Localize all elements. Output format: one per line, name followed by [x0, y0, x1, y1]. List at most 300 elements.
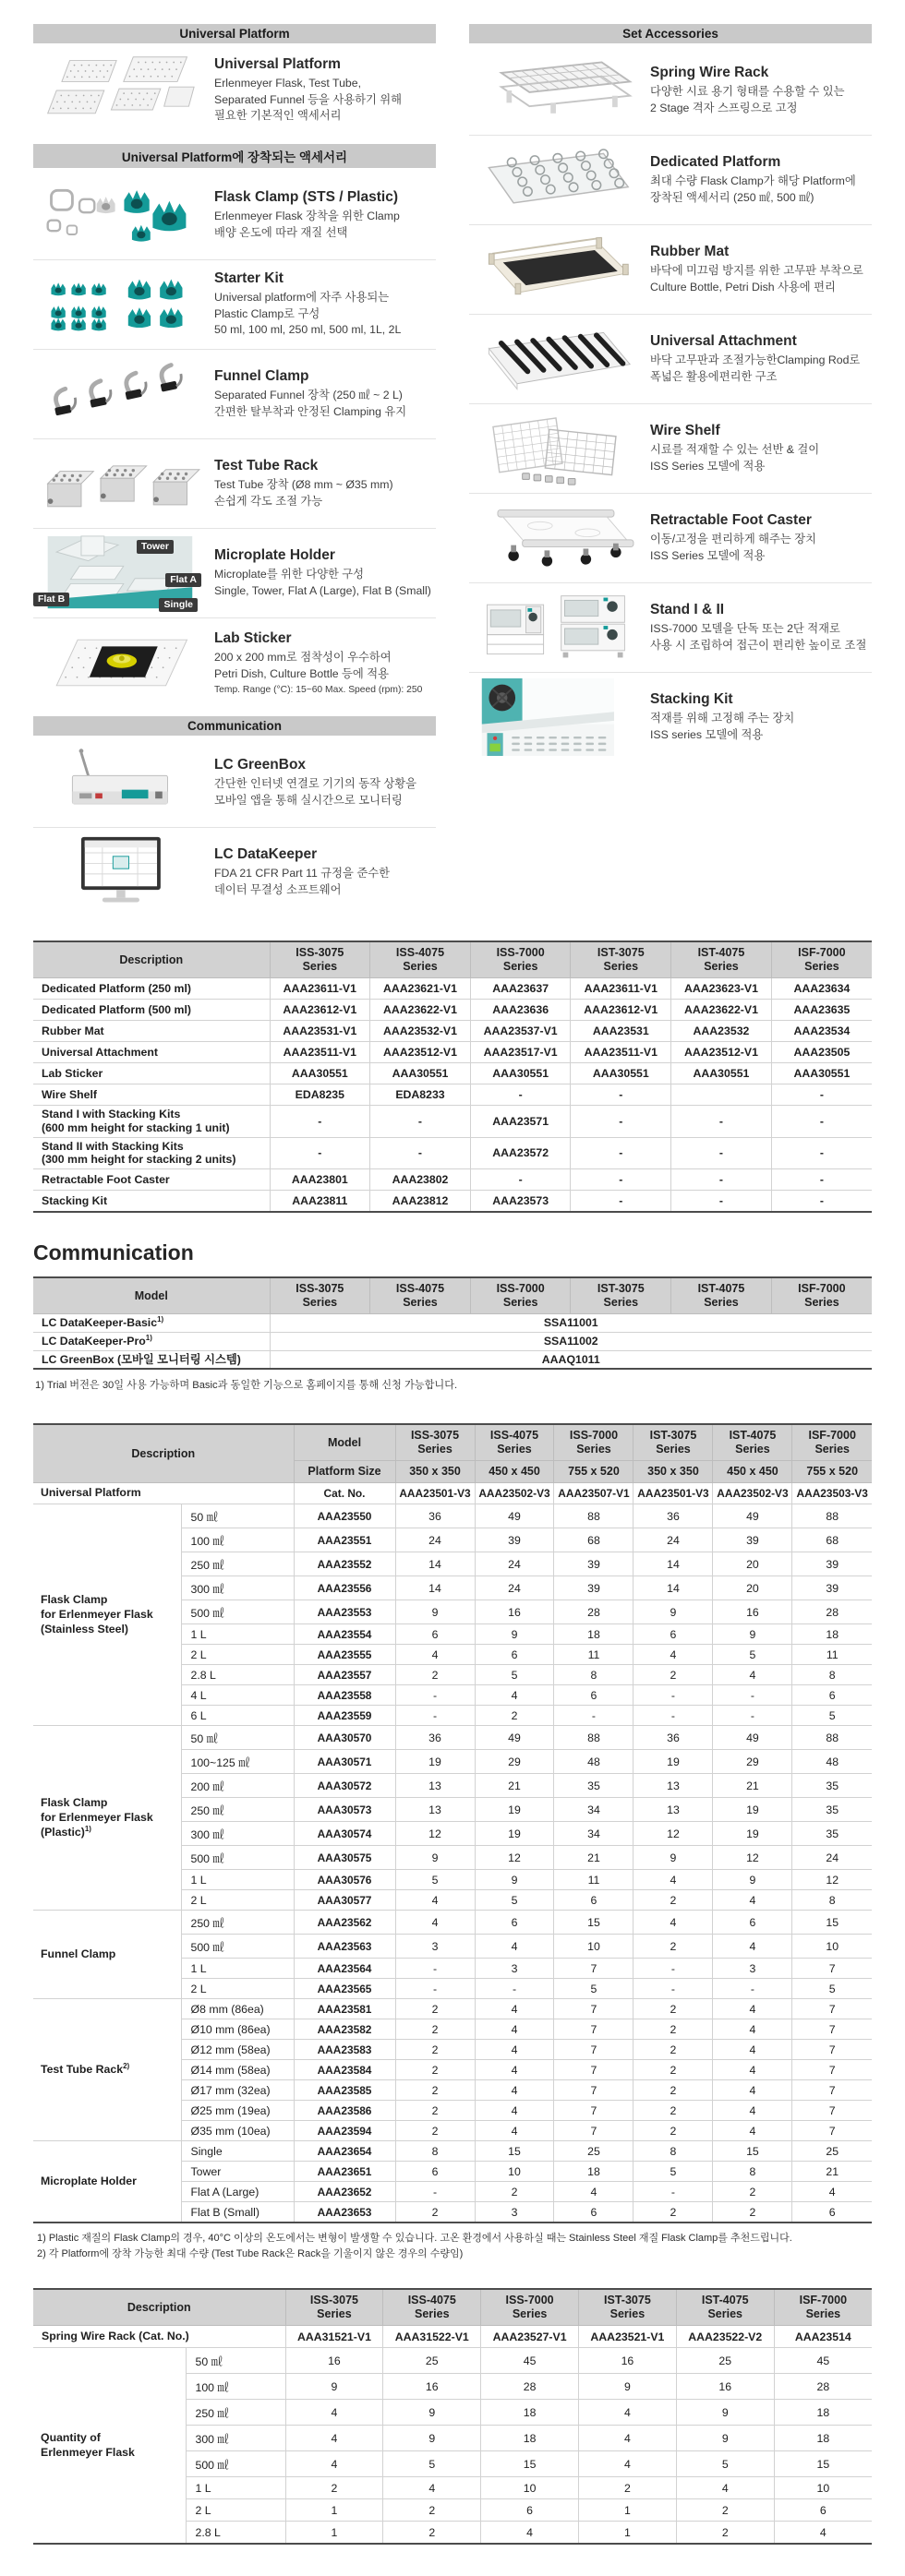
item-description-line: 배양 온도에 따라 재질 선택 — [214, 225, 348, 239]
qty-cell: 25 — [554, 2141, 634, 2162]
test-tube-rack-icon — [33, 445, 205, 522]
series-header: ISS-3075 Series — [285, 2289, 383, 2326]
item-description-line: 모바일 앱을 통해 실시간으로 모니터링 — [214, 793, 403, 807]
qty-cell: 6 — [774, 2499, 872, 2522]
series-header: IST-4075 Series — [671, 941, 772, 978]
datakeeper-icon — [33, 833, 205, 911]
qty-cell: 88 — [554, 1726, 634, 1750]
accessory-item — [33, 528, 436, 617]
qty-cell: 25 — [792, 2141, 872, 2162]
qty-cell: 9 — [676, 2426, 774, 2451]
qty-cell: 34 — [554, 1798, 634, 1822]
cat-no-cell: AAA23637 — [470, 978, 571, 1000]
item-description-line: 2 Stage 격자 스프링으로 고정 — [650, 101, 798, 114]
qty-cell: 68 — [554, 1528, 634, 1552]
series-header: IST-3075 Series — [571, 941, 671, 978]
group-label-text: Funnel Clamp — [41, 1947, 116, 1960]
qty-cell: 3 — [395, 1935, 475, 1959]
footnote-2: 2) 각 Platform에 장착 가능한 최대 수량 (Test Tube Rack은 Rack을 기울이지 않은 경우의 수량임) — [37, 2248, 464, 2260]
qty-cell: 13 — [634, 1798, 713, 1822]
row-label: Dedicated Platform (250 ml) — [33, 978, 270, 1000]
qty-cell: 2 — [634, 2080, 713, 2101]
qty-cell: 5 — [634, 2162, 713, 2182]
universal-platform-icon — [33, 52, 205, 129]
cat-no-cell: AAA23553 — [294, 1600, 395, 1624]
qty-cell: 7 — [554, 1999, 634, 2019]
item-title: Spring Wire Rack — [650, 64, 769, 80]
qty-cell: 24 — [792, 1846, 872, 1870]
qty-cell: 18 — [481, 2400, 579, 2426]
series-header: ISS-3075 Series — [395, 1424, 475, 1461]
qty-cell: 4 — [475, 1999, 554, 2019]
qty-cell: 2 — [634, 1665, 713, 1685]
item-description-line: 최대 수량 Flask Clamp가 해당 Platform에 — [650, 174, 856, 187]
item-info — [641, 154, 872, 207]
qty-cell: 7 — [554, 2060, 634, 2080]
table-row — [33, 2348, 872, 2374]
cat-no-cell: AAA23811 — [270, 1191, 370, 1213]
qty-cell: 88 — [792, 1504, 872, 1528]
qty-cell: 19 — [713, 1798, 792, 1822]
qty-cell: 35 — [792, 1798, 872, 1822]
funnel-clamp-icon — [33, 355, 205, 433]
qty-cell: 4 — [713, 1999, 792, 2019]
series-header: ISF-7000 Series — [774, 2289, 872, 2326]
platform-size-cell: 755 x 520 — [554, 1461, 634, 1483]
item-description-line: Separated Funnel 등을 사용하기 위해 — [214, 92, 403, 106]
series-header: IST-3075 Series — [571, 1277, 671, 1314]
qty-cell: 14 — [395, 1576, 475, 1600]
cat-no-cell: AAA23612-V1 — [270, 1000, 370, 1021]
item-description-line: Test Tube 장착 (Ø8 mm ~ Ø35 mm) — [214, 477, 393, 491]
size-label: 250 ㎖ — [181, 1911, 294, 1935]
qty-cell: 9 — [713, 1624, 792, 1645]
cat-no-cell: - — [470, 1084, 571, 1106]
item-description-line: 50 ml, 100 ml, 250 ml, 500 ml, 1L, 2L — [214, 323, 402, 337]
size-label: 2.8 L — [181, 1665, 294, 1685]
table-row — [33, 1314, 872, 1333]
qty-cell: 88 — [554, 1504, 634, 1528]
cat-no-cell: - — [571, 1106, 671, 1138]
cat-no-cell: AAA30551 — [571, 1063, 671, 1084]
qty-cell: 25 — [383, 2348, 481, 2374]
qty-cell: 48 — [554, 1750, 634, 1774]
series-header: ISS-3075 Series — [270, 1277, 370, 1314]
item-info — [205, 270, 436, 339]
size-label: 500 ㎖ — [181, 1846, 294, 1870]
model-header: Model — [294, 1424, 395, 1461]
qty-cell: 35 — [792, 1774, 872, 1798]
qty-cell: 28 — [554, 1600, 634, 1624]
cat-no-cell: AAA23582 — [294, 2019, 395, 2040]
item-title: Test Tube Rack — [214, 457, 319, 473]
qty-cell: 8 — [634, 2141, 713, 2162]
item-description-line: 장착된 액세서리 (250 ㎖, 500 ㎖) — [650, 190, 814, 204]
item-description-line: Microplate를 위한 다양한 구성 — [214, 567, 365, 581]
item-description-line: Erlenmeyer Flask, Test Tube, — [214, 76, 362, 90]
platform-size-cell: 755 x 520 — [792, 1461, 872, 1483]
cat-no-cell: AAA23554 — [294, 1624, 395, 1645]
qty-cell: 11 — [792, 1645, 872, 1665]
qty-cell: 34 — [554, 1822, 634, 1846]
item-info — [641, 691, 872, 744]
qty-cell: 2 — [634, 2121, 713, 2141]
qty-cell: 15 — [481, 2451, 579, 2477]
model-header: Model — [33, 1277, 270, 1314]
qty-cell: 10 — [481, 2477, 579, 2499]
qty-cell: 9 — [475, 1870, 554, 1890]
cat-no-cell: AAA23531-V1 — [270, 1021, 370, 1042]
qty-cell: 2 — [713, 2182, 792, 2202]
cat-no-cell: AAA23565 — [294, 1979, 395, 1999]
qty-cell: - — [713, 1979, 792, 1999]
qty-cell: 15 — [475, 2141, 554, 2162]
size-label: 1 L — [181, 1624, 294, 1645]
table-row — [33, 1424, 872, 1461]
cat-no-cell: AAA23522-V2 — [676, 2326, 774, 2348]
qty-cell: 7 — [792, 2101, 872, 2121]
qty-cell: - — [395, 1706, 475, 1726]
item-description-line: ISS Series 모델에 적용 — [650, 459, 766, 473]
table-row — [33, 1137, 872, 1169]
qty-cell: 4 — [713, 2121, 792, 2141]
item-description-line: 바닥에 미끄럼 방지를 위한 고무판 부착으로 — [650, 263, 863, 277]
size-label: Ø14 mm (58ea) — [181, 2060, 294, 2080]
qty-cell: 18 — [554, 1624, 634, 1645]
qty-cell: 2 — [383, 2499, 481, 2522]
item-description-line: 폭넓은 활용에편리한 구조 — [650, 369, 778, 383]
item-description-line: Separated Funnel 장착 (250 ㎖ ~ 2 L) — [214, 388, 403, 401]
qty-cell: 6 — [792, 1685, 872, 1706]
qty-cell: 4 — [395, 1911, 475, 1935]
size-label: 50 ㎖ — [181, 1726, 294, 1750]
table-row — [33, 1084, 872, 1106]
size-label: 100~125 ㎖ — [181, 1750, 294, 1774]
qty-cell: 6 — [634, 1624, 713, 1645]
series-header: ISS-4075 Series — [370, 1277, 471, 1314]
qty-cell: 4 — [634, 1645, 713, 1665]
size-label: 250 ㎖ — [181, 1552, 294, 1576]
qty-cell: - — [475, 1979, 554, 1999]
qty-cell: 2 — [395, 2202, 475, 2223]
qty-cell: 21 — [713, 1774, 792, 1798]
qty-cell: 7 — [792, 2080, 872, 2101]
qty-cell: 1 — [285, 2499, 383, 2522]
qty-cell: 4 — [475, 2080, 554, 2101]
section-header-bar: Universal Platform에 장착되는 액세서리 — [33, 144, 436, 168]
qty-cell: 18 — [481, 2426, 579, 2451]
table-row — [33, 2289, 872, 2326]
item-description-line: ISS-7000 모델을 단독 또는 2단 적재로 — [650, 621, 840, 635]
qty-cell: - — [395, 1979, 475, 1999]
qty-cell: 11 — [554, 1870, 634, 1890]
qty-cell: 15 — [713, 2141, 792, 2162]
qty-cell: 24 — [475, 1552, 554, 1576]
size-label: 300 ㎖ — [181, 1822, 294, 1846]
cat-no-cell: AAA23611-V1 — [571, 978, 671, 1000]
platform-size-cell: 450 x 450 — [713, 1461, 792, 1483]
item-info — [205, 757, 436, 809]
cat-no-cell: AAA23622-V1 — [671, 1000, 772, 1021]
qty-cell: 6 — [554, 2202, 634, 2223]
size-label: Ø8 mm (86ea) — [181, 1999, 294, 2019]
qty-cell: 3 — [475, 1959, 554, 1979]
size-label: 250 ㎖ — [181, 1798, 294, 1822]
item-description-line: 간단한 인터넷 연결로 기기의 동작 상황을 — [214, 776, 417, 790]
cat-no-cell: AAA23503-V3 — [792, 1483, 872, 1504]
communication-heading: Communication — [33, 1240, 194, 1264]
series-header: ISF-7000 Series — [792, 1424, 872, 1461]
series-header: IST-4075 Series — [671, 1277, 772, 1314]
qty-cell: 9 — [676, 2400, 774, 2426]
cat-no-cell: - — [671, 1169, 772, 1191]
qty-cell: 2 — [634, 2019, 713, 2040]
qty-cell: 19 — [475, 1822, 554, 1846]
qty-cell: 2 — [634, 1890, 713, 1911]
qty-cell: 49 — [713, 1726, 792, 1750]
item-description-line: ISS series 모델에 적용 — [650, 727, 764, 741]
item-title: Universal Platform — [214, 55, 341, 72]
item-description-line: ISS Series 모델에 적용 — [650, 548, 766, 562]
model-label: LC DataKeeper-Basic — [42, 1316, 158, 1329]
qty-cell: 16 — [475, 1600, 554, 1624]
item-note: Temp. Range (°C): 15~60 Max. Speed (rpm): 250 — [214, 684, 423, 695]
qty-cell: 2 — [395, 2040, 475, 2060]
group-label-text: Microplate Holder — [41, 2174, 137, 2187]
cat-no-cell: AAA23635 — [771, 1000, 872, 1021]
size-label: 1 L — [186, 2477, 285, 2499]
table-row — [33, 1021, 872, 1042]
accessory-item — [33, 46, 436, 135]
qty-cell: 5 — [676, 2451, 774, 2477]
qty-cell: 7 — [554, 2040, 634, 2060]
cat-no-cell: AAA23654 — [294, 2141, 395, 2162]
item-info — [205, 547, 436, 600]
qty-cell: 8 — [554, 1665, 634, 1685]
qty-cell: 49 — [475, 1726, 554, 1750]
qty-cell: 15 — [792, 1911, 872, 1935]
qty-cell: 9 — [383, 2426, 481, 2451]
qty-cell: 24 — [634, 1528, 713, 1552]
item-title: LC DataKeeper — [214, 845, 318, 862]
qty-cell: 39 — [554, 1576, 634, 1600]
accessory-item — [469, 46, 872, 135]
size-label: Ø17 mm (32ea) — [181, 2080, 294, 2101]
qty-cell: - — [634, 1706, 713, 1726]
size-label: 4 L — [181, 1685, 294, 1706]
accessory-item — [33, 171, 436, 259]
cat-no-cell: AAA23559 — [294, 1706, 395, 1726]
cat-no-cell: - — [571, 1137, 671, 1169]
qty-cell: 4 — [475, 2121, 554, 2141]
group-label-text: Flask Clamp for Erlenmeyer Flask (Stainless Steel) — [41, 1592, 153, 1635]
series-header: ISF-7000 Series — [771, 1277, 872, 1314]
cat-no-cell: AAA30575 — [294, 1846, 395, 1870]
qty-cell: 68 — [792, 1528, 872, 1552]
series-header: ISS-4075 Series — [383, 2289, 481, 2326]
greenbox-icon — [33, 744, 205, 821]
size-label: Flat A (Large) — [181, 2182, 294, 2202]
qty-cell: 49 — [475, 1504, 554, 1528]
qty-cell: 29 — [475, 1750, 554, 1774]
qty-cell: 2 — [383, 2522, 481, 2545]
qty-cell: 13 — [395, 1774, 475, 1798]
qty-cell: 45 — [481, 2348, 579, 2374]
cat-no-cell: AAA23531 — [571, 1021, 671, 1042]
qty-cell: 21 — [475, 1774, 554, 1798]
qty-cell: - — [713, 1706, 792, 1726]
size-label: 200 ㎖ — [181, 1774, 294, 1798]
item-title: Rubber Mat — [650, 243, 730, 259]
group-label — [33, 2141, 181, 2223]
accessory-item — [33, 827, 436, 917]
table-row — [33, 1999, 872, 2019]
group-label: Quantity of Erlenmeyer Flask — [33, 2348, 186, 2545]
qty-cell: 7 — [554, 2019, 634, 2040]
cat-no-cell: - — [771, 1106, 872, 1138]
cat-no-cell: AAA23512-V1 — [370, 1042, 471, 1063]
qty-cell: 7 — [554, 2080, 634, 2101]
item-description-line: 바닥 고무판과 조절가능한Clamping Rod로 — [650, 353, 861, 366]
item-title: Lab Sticker — [214, 630, 292, 647]
section-header-bar: Set Accessories — [469, 24, 872, 43]
qty-cell: 36 — [395, 1504, 475, 1528]
cat-no-cell: AAA23572 — [470, 1137, 571, 1169]
stacking-kit-icon — [469, 678, 641, 756]
qty-cell: 36 — [634, 1726, 713, 1750]
qty-cell: 19 — [395, 1750, 475, 1774]
qty-cell: 3 — [713, 1959, 792, 1979]
cat-no-cell: AAA23511-V1 — [571, 1042, 671, 1063]
cat-no-cell: AAA30574 — [294, 1822, 395, 1846]
size-label: Ø12 mm (58ea) — [181, 2040, 294, 2060]
table-row — [33, 1277, 872, 1314]
cat-no-cell: - — [571, 1084, 671, 1106]
footnote-marker: 1) — [157, 1314, 164, 1324]
qty-cell: - — [634, 1959, 713, 1979]
row-label: Wire Shelf — [33, 1084, 270, 1106]
cat-no-cell: AAA23501-V3 — [634, 1483, 713, 1504]
microplate-holder-icon — [33, 534, 205, 612]
qty-cell: 45 — [774, 2348, 872, 2374]
accessory-item — [469, 493, 872, 582]
qty-cell: 6 — [481, 2499, 579, 2522]
series-header: IST-4075 Series — [676, 2289, 774, 2326]
cat-no-cell: AAA23584 — [294, 2060, 395, 2080]
item-description-line: 적재를 위해 고정해 주는 장치 — [650, 711, 795, 725]
cat-no-cell: AAA23563 — [294, 1935, 395, 1959]
cat-no-cell: AAA23652 — [294, 2182, 395, 2202]
qty-cell: 6 — [395, 2162, 475, 2182]
qty-cell: 28 — [774, 2374, 872, 2400]
qty-cell: 1 — [579, 2499, 677, 2522]
cat-no-cell: - — [470, 1169, 571, 1191]
accessory-item — [469, 224, 872, 314]
qty-cell: 2 — [395, 2060, 475, 2080]
table-row — [33, 1191, 872, 1213]
qty-cell: 6 — [554, 1890, 634, 1911]
qty-cell: 7 — [792, 2060, 872, 2080]
cat-no-cell: AAA23502-V3 — [713, 1483, 792, 1504]
footnote-marker: 2) — [123, 2061, 130, 2070]
qty-cell: 4 — [285, 2451, 383, 2477]
qty-cell: 8 — [792, 1890, 872, 1911]
item-info — [641, 602, 872, 654]
foot-caster-icon — [469, 499, 641, 577]
cat-no-cell: AAA23501-V3 — [395, 1483, 475, 1504]
qty-cell: 13 — [395, 1798, 475, 1822]
row-label: Stacking Kit — [33, 1191, 270, 1213]
accessory-item — [469, 672, 872, 761]
cat-no-cell: AAA23586 — [294, 2101, 395, 2121]
series-header: ISS-4075 Series — [370, 941, 471, 978]
cat-no-cell: - — [571, 1191, 671, 1213]
item-info — [641, 333, 872, 386]
group-label-text: Flask Clamp for Erlenmeyer Flask (Plastic) — [41, 1795, 153, 1839]
qty-cell: 18 — [774, 2400, 872, 2426]
table-row — [33, 941, 872, 978]
qty-cell: 39 — [792, 1552, 872, 1576]
spring-wire-rack-icon — [469, 52, 641, 129]
size-label: 1 L — [181, 1870, 294, 1890]
qty-cell: 2 — [634, 2060, 713, 2080]
qty-cell: 4 — [475, 1685, 554, 1706]
item-title: Microplate Holder — [214, 546, 335, 563]
accessory-item — [469, 314, 872, 403]
qty-cell: 6 — [475, 1911, 554, 1935]
qty-cell: 5 — [383, 2451, 481, 2477]
qty-cell: 4 — [481, 2522, 579, 2545]
qty-cell: 4 — [774, 2522, 872, 2545]
size-label: 500 ㎖ — [181, 1935, 294, 1959]
qty-cell: 4 — [285, 2426, 383, 2451]
qty-cell: 2 — [395, 1665, 475, 1685]
table-row — [33, 1063, 872, 1084]
cat-no-cell: AAA23623-V1 — [671, 978, 772, 1000]
qty-cell: 39 — [475, 1528, 554, 1552]
item-info — [641, 244, 872, 296]
qty-cell: 4 — [554, 2182, 634, 2202]
cat-no-cell: - — [370, 1106, 471, 1138]
qty-cell: 6 — [554, 1685, 634, 1706]
qty-cell: 4 — [713, 1935, 792, 1959]
dedicated-platform-icon — [469, 141, 641, 219]
cat-no-cell: AAA23634 — [771, 978, 872, 1000]
cat-no-cell: AAA30551 — [370, 1063, 471, 1084]
series-header: ISS-7000 Series — [470, 1277, 571, 1314]
item-info — [205, 458, 436, 510]
table-row — [33, 1106, 872, 1138]
qty-cell: 4 — [634, 1911, 713, 1935]
qty-cell: 2 — [475, 1706, 554, 1726]
description-header: Description — [33, 941, 270, 978]
cat-no-cell: AAA23594 — [294, 2121, 395, 2141]
qty-cell: 4 — [713, 2019, 792, 2040]
qty-cell: 35 — [792, 1822, 872, 1846]
qty-cell: 7 — [554, 2101, 634, 2121]
size-label: 1 L — [181, 1959, 294, 1979]
cat-no-cell: AAA23557 — [294, 1665, 395, 1685]
qty-cell: 6 — [713, 1911, 792, 1935]
qty-cell: 19 — [713, 1822, 792, 1846]
item-description-line: Culture Bottle, Petri Dish 사용에 편리 — [650, 280, 836, 294]
image-label: Flat B — [33, 593, 69, 606]
image-label: Tower — [137, 540, 174, 554]
qty-cell: 88 — [792, 1726, 872, 1750]
qty-cell: 5 — [475, 1665, 554, 1685]
compatibility-footnotes — [37, 2231, 868, 2262]
qty-cell: 16 — [285, 2348, 383, 2374]
